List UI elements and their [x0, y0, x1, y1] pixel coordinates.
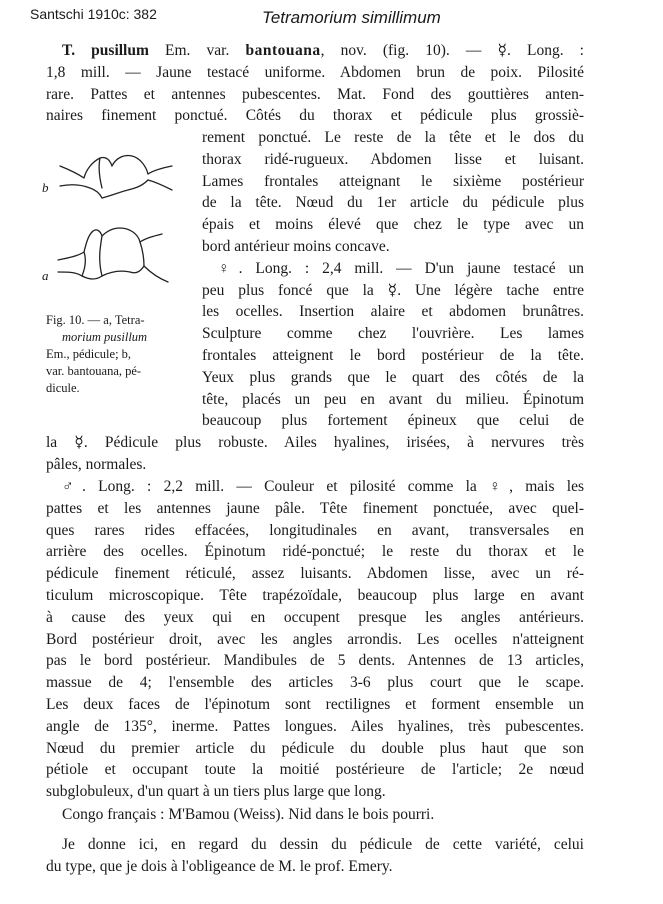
text-line: bord antérieur moins concave.: [202, 237, 390, 255]
text-line: Les deux faces de l'épinotum sont rectilignes et forment ensemble un: [46, 695, 584, 713]
text-line: pattes et les antennes jaune pâle. Tête finement ponctuée, avec quel-: [46, 499, 584, 517]
text-line: beaucoup plus fortement épineux que celui de: [202, 412, 584, 430]
text-line: Yeux plus grands que le quart des côtés de la: [202, 368, 584, 386]
figure-10: [40, 140, 180, 310]
text-line: rare. Pattes et antennes pubescentes. Mat. Fond des gouttières anten-: [46, 85, 584, 103]
text-line: ticulum microscopique. Tête trapézoïdale, beaucoup plus large en avant: [46, 586, 584, 604]
text-line: épais et moins élevé que chez le type avec un: [202, 216, 584, 234]
text-line: de la tête. Nœud du 1er article du pédicule plus: [202, 194, 584, 212]
text-line: pas le bord postérieur. Mandibules de 5 dents. Antennes de 13 articles,: [46, 652, 584, 670]
species-title: Tetramorium simillimum: [262, 8, 441, 27]
text-line: pâles, normales.: [46, 455, 147, 473]
caption-line: morium pusillum: [62, 330, 148, 344]
text-line: tête, placés un peu en avant du milieu. Épinotum: [202, 390, 584, 408]
text-line: rement ponctué. Le reste de la tête et le dos du: [202, 129, 584, 146]
pedicel-drawings: [40, 140, 180, 310]
text-line: Sculpture comme chez l'ouvrière. Les lames: [202, 325, 584, 343]
paragraph-description-female-end: [46, 432, 584, 476]
text-line: naires finement ponctué. Côtés du thorax et pédicule plus grossiè-: [46, 107, 584, 125]
taxon-rest: , nov. (fig. 10). — ☿. Long. :: [320, 42, 584, 59]
text-line: angle de 135°, inerme. Pattes longues. Ailes hyalines, très pubescentes.: [46, 717, 584, 735]
caption-line: dicule.: [46, 381, 80, 395]
pedicel-b-petiole: [60, 157, 112, 178]
figure-label-a: a: [42, 268, 49, 283]
figure-label-b: b: [42, 180, 49, 195]
caption-line: var. bantouana, pé-: [46, 364, 142, 378]
text-line: Nœud du premier article du pédicule du double plus haut que son: [46, 739, 584, 757]
text-line: ♂. Long. : 2,2 mill. — Couleur et pilosité comme la ♀, mais les: [62, 478, 584, 495]
pedicel-b-postpetiole: [112, 155, 148, 174]
pedicel-a-petiole: [58, 232, 92, 260]
paragraph-description-worker: [46, 40, 584, 127]
text-line: Lames frontales atteignant le sixième postérieur: [202, 172, 584, 190]
paragraph-locality: [46, 804, 584, 826]
text-line: massue de 4; l'ensemble des articles 3-6 plus court que le scape.: [46, 674, 584, 692]
taxon-name: T. pusillum: [62, 42, 149, 59]
paragraph-description-male: [46, 476, 584, 803]
variety-name: bantouana: [245, 42, 321, 59]
pedicel-b-underside: [60, 185, 102, 198]
pedicel-a-node: [92, 228, 140, 242]
text-line: Bord postérieur droit, avec les angles arrondis. Les ocelles n'atteignent: [46, 630, 584, 648]
text-line: peu plus foncé que la ☿. Une légère tache entre: [202, 281, 584, 299]
text-line: Congo français : M'Bamou (Weiss). Nid dans le bois pourri.: [62, 806, 435, 823]
text-line: les ocelles. Insertion alaire et abdomen brunâtres.: [202, 303, 584, 321]
text-line: pétiole et occupant toute la moitié postérieure de l'article; 2e nœud: [46, 761, 584, 779]
text-line: frontales atteignent le bord postérieur de la tête.: [202, 346, 584, 364]
text-line: 1,8 mill. — Jaune testacé uniforme. Abdomen brun de poix. Pilosité: [46, 63, 584, 81]
text-line: arrière des ocelles. Épinotum ridé-ponctué; le reste du thorax et le: [46, 543, 584, 561]
text-line: subglobuleux, d'un quart à un tiers plus large que long.: [46, 783, 386, 801]
text-line: ♀. Long. : 2,4 mill. — D'un jaune testacé un: [218, 259, 584, 277]
citation-reference: Santschi 1910c: 382: [30, 6, 157, 22]
text-line: à cause des yeux qui en occupent presque les angles antérieurs.: [46, 608, 584, 626]
paragraph-note: [46, 834, 584, 878]
caption-line: Em., pédicule; b,: [46, 347, 132, 361]
right-column-text: [202, 127, 584, 432]
taxon-author: Em. var.: [148, 42, 246, 59]
text-line: pédicule finement réticulé, assez luisants. Abdomen lisse, avec un ré-: [46, 565, 584, 583]
text-line: [46, 40, 584, 62]
figure-caption: [46, 312, 196, 397]
text-line: du type, que je dois à l'obligeance de M. le prof. Emery.: [46, 857, 393, 875]
text-line: la ☿. Pédicule plus robuste. Ailes hyalines, irisées, à nervures très: [46, 434, 584, 451]
caption-line: Fig. 10. — a, Tetra-: [46, 313, 145, 327]
text-line: thorax ridé-rugueux. Abdomen lisse et luisant.: [202, 150, 584, 168]
text-line: ques rares rides effacées, longitudinales en avant, transversales en: [46, 521, 584, 539]
text-line: Je donne ici, en regard du dessin du pédicule de cette variété, celui: [62, 836, 584, 853]
